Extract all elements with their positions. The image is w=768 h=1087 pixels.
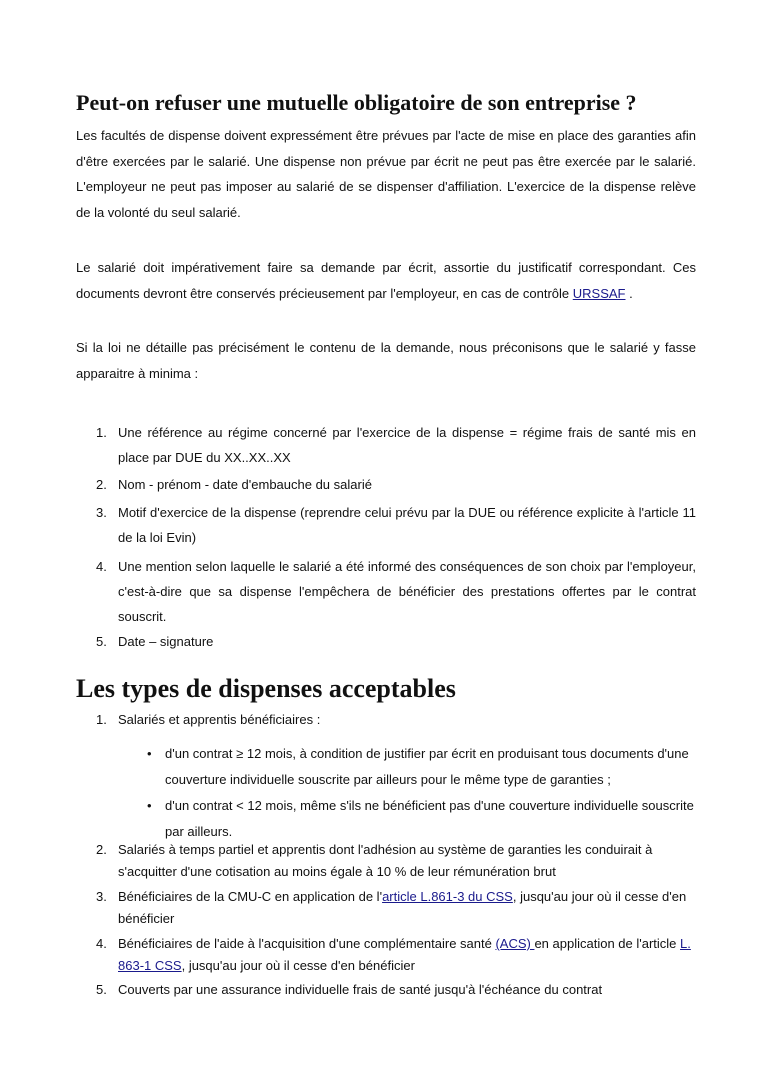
paragraph-end: . [625,285,633,301]
list-number: 3. [96,889,107,904]
bullet-icon: • [147,746,152,761]
bullet-text: d'un contrat < 12 mois, même s'ils ne bénéficient pas d'une couverture individuelle souscrite par ailleurs. [165,798,694,839]
list-text: Motif d'exercice de la dispense (reprendre celui prévu par la DUE ou référence explicite à l'article 11 de la loi Evin) [118,505,696,545]
list-item [96,629,696,654]
list-text: Couverts par une assurance individuelle frais de santé jusqu'à l'échéance du contrat [118,982,603,997]
list-text: Une référence au régime concerné par l'exercice de la dispense = régime frais de santé mis en place par DUE du XX..XX..XX [118,425,696,465]
list-text: Date – signature [118,634,214,649]
paragraph-intro: Les facultés de dispense doivent expressément être prévues par l'acte de mise en place des garanties afin d'être exercées par le salarié. Une dispense non prévue par écrit ne peut pas être exercée par le salarié. L'employeur ne peut pas imposer au salarié de se dispenser d'affiliation. L'exercice de la dispense relève de la volonté du seul salarié. [76,128,696,220]
section-heading: Les types de dispenses acceptables [76,674,456,703]
list-item [96,472,696,497]
list-item [96,500,696,550]
list-number: 1. [96,425,107,440]
list-number: 5. [96,634,107,649]
paragraph-content: Si la loi ne détaille pas précisément le contenu de la demande, nous préconisons que le salarié y fasse apparaitre à minima : [76,340,696,381]
list-item [96,886,696,930]
list-text: Salariés et apprentis bénéficiaires : [118,712,321,727]
list-text: Une mention selon laquelle le salarié a été informé des conséquences de son choix par l'employeur, c'est-à-dire que sa dispense l'empêchera de bénéficier des prestations offertes par le contrat souscrit. [118,559,696,624]
list-item [96,933,696,977]
list-number: 4. [96,936,107,951]
bullet-text: d'un contrat ≥ 12 mois, à condition de justifier par écrit en produisant tous documents d'une couverture individuelle souscrite par ailleurs pour le même type de garanties ; [165,746,689,787]
article-l861-3-link[interactable]: article L.861-3 du CSS [382,889,513,904]
list-number: 2. [96,477,107,492]
list-item [96,420,696,470]
paragraph-text: Le salarié doit impérativement faire sa demande par écrit, assortie du justificatif correspondant. Ces documents devront être conservés précieusement par l'employeur, en cas de contrôle [76,260,696,301]
article-l863-1-link[interactable]: L. 863-1 CSS [118,936,691,973]
page-title: Peut-on refuser une mutuelle obligatoire de son entreprise ? [76,90,637,115]
list-number: 2. [96,842,107,857]
bullet-item [147,741,695,793]
list-item [96,709,696,731]
list-number: 3. [96,505,107,520]
list-item [96,839,696,883]
list-number: 4. [96,559,107,574]
list-item [96,979,696,1001]
paragraph-request [76,255,696,306]
list-number: 1. [96,712,107,727]
list-item [96,554,696,629]
urssaf-link[interactable]: URSSAF [572,285,626,301]
acs-link[interactable]: (ACS) [495,936,535,951]
list-text: Bénéficiaires de la CMU-C en application de l' [118,889,383,904]
list-text: , jusqu'au jour où il cesse d'en bénéficier [181,958,415,973]
list-text: Nom - prénom - date d'embauche du salarié [118,477,372,492]
list-text: , jusqu'au jour où il cesse d'en bénéficier [118,889,687,926]
bullet-item [147,793,695,845]
list-number: 5. [96,982,107,997]
bullet-icon: • [147,798,152,813]
list-text: Bénéficiaires de l'aide à l'acquisition d'une complémentaire santé [118,936,496,951]
list-text: Salariés à temps partiel et apprentis dont l'adhésion au système de garanties les conduirait à s'acquitter d'une cotisation au moins égale à 10 % de leur rémunération brut [118,842,653,879]
list-text: en application de l'article [534,936,681,951]
